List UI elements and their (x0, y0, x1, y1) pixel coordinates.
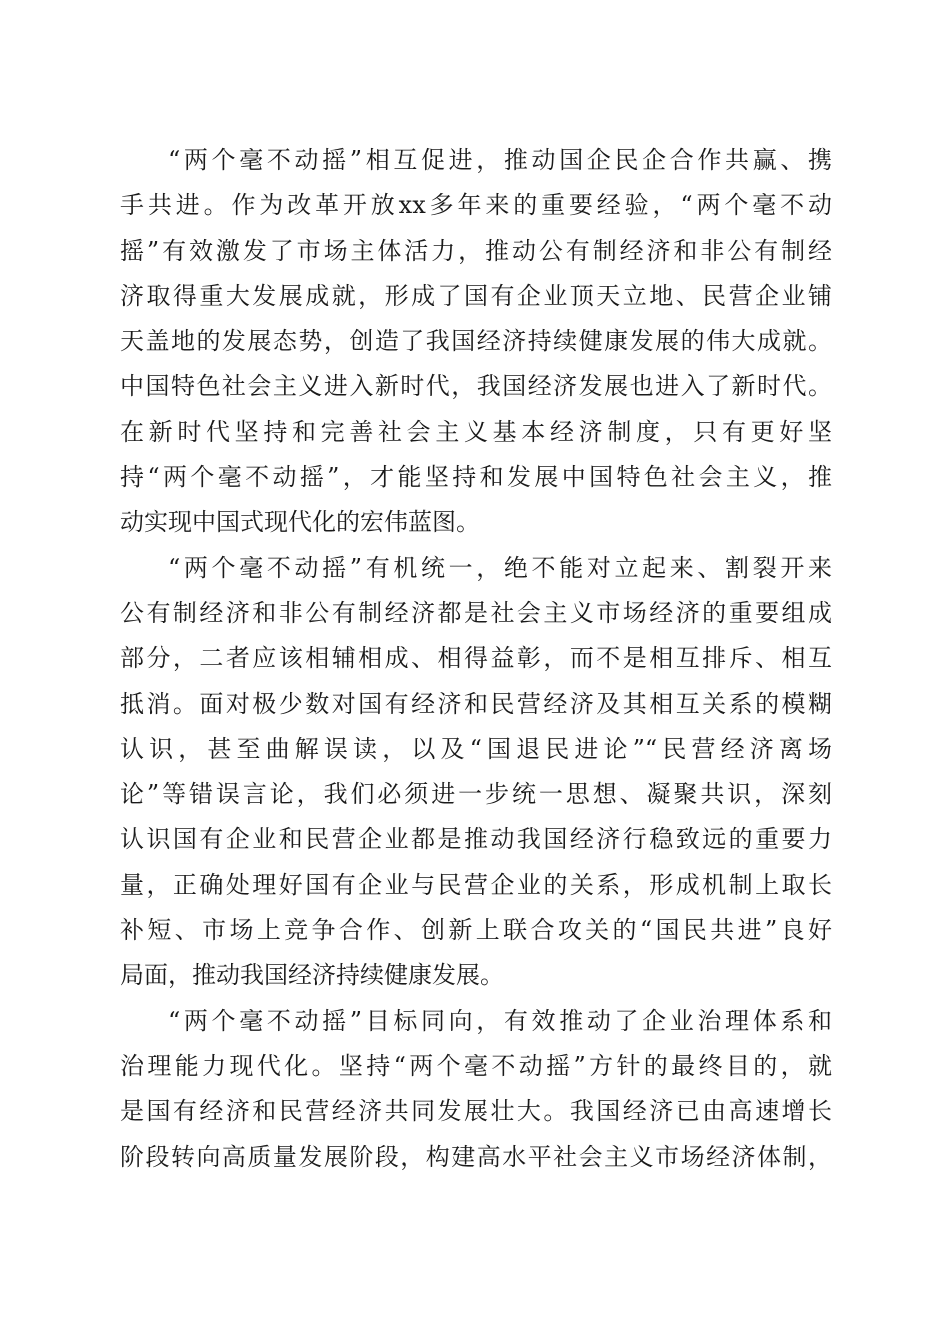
text-line: “两个毫不动摇”相互促进，推动国企民企合作共赢、携 (168, 146, 832, 174)
text-line: 摇”有效激发了市场主体活力，推动公有制经济和非公有制经 (120, 236, 832, 265)
text-line: 天盖地的发展态势，创造了我国经济持续健康发展的伟大成就。 (120, 327, 832, 356)
text-line: 济取得重大发展成就，形成了国有企业顶天立地、民营企业铺 (120, 281, 832, 310)
paragraph-1 (120, 138, 832, 546)
text-line: 中国特色社会主义进入新时代，我国经济发展也进入了新时代。 (120, 372, 832, 401)
text-line: 在新时代坚持和完善社会主义基本经济制度，只有更好坚 (120, 417, 832, 446)
text-line: “两个毫不动摇”有机统一，绝不能对立起来、割裂开来 (168, 553, 832, 582)
text-line: 局面，推动我国经济持续健康发展。 (120, 961, 504, 990)
text-line: 持“两个毫不动摇”，才能坚持和发展中国特色社会主义，推 (120, 463, 832, 492)
paragraph-2 (120, 546, 832, 999)
text-line: 量，正确处理好国有企业与民营企业的关系，形成机制上取长 (120, 870, 832, 899)
text-line: 动实现中国式现代化的宏伟蓝图。 (120, 508, 480, 537)
text-line: 补短、市场上竞争合作、创新上联合攻关的“国民共进”良好 (120, 916, 832, 945)
text-line: 论”等错误言论，我们必须进一步统一思想、凝聚共识，深刻 (120, 780, 832, 809)
text-line: 认识国有企业和民营企业都是推动我国经济行稳致远的重要力 (120, 825, 832, 854)
text-line: 阶段转向高质量发展阶段，构建高水平社会主义市场经济体制， (120, 1142, 832, 1171)
paragraph-3 (120, 999, 832, 1180)
text-line: 部分，二者应该相辅相成、相得益彰，而不是相互排斥、相互 (120, 644, 832, 673)
text-line: 公有制经济和非公有制经济都是社会主义市场经济的重要组成 (120, 598, 832, 627)
text-line: 认识，甚至曲解误读，以及“国退民进论”“民营经济离场 (120, 734, 832, 763)
text-line: 治理能力现代化。坚持“两个毫不动摇”方针的最终目的，就 (120, 1051, 832, 1080)
document-body (120, 138, 832, 1180)
text-line: 手共进。作为改革开放xx多年来的重要经验，“两个毫不动 (120, 191, 832, 220)
text-line: “两个毫不动摇”目标同向，有效推动了企业治理体系和 (168, 1006, 832, 1035)
text-line: 是国有经济和民营经济共同发展壮大。我国经济已由高速增长 (120, 1097, 832, 1126)
text-line: 抵消。面对极少数对国有经济和民营经济及其相互关系的模糊 (120, 689, 832, 718)
